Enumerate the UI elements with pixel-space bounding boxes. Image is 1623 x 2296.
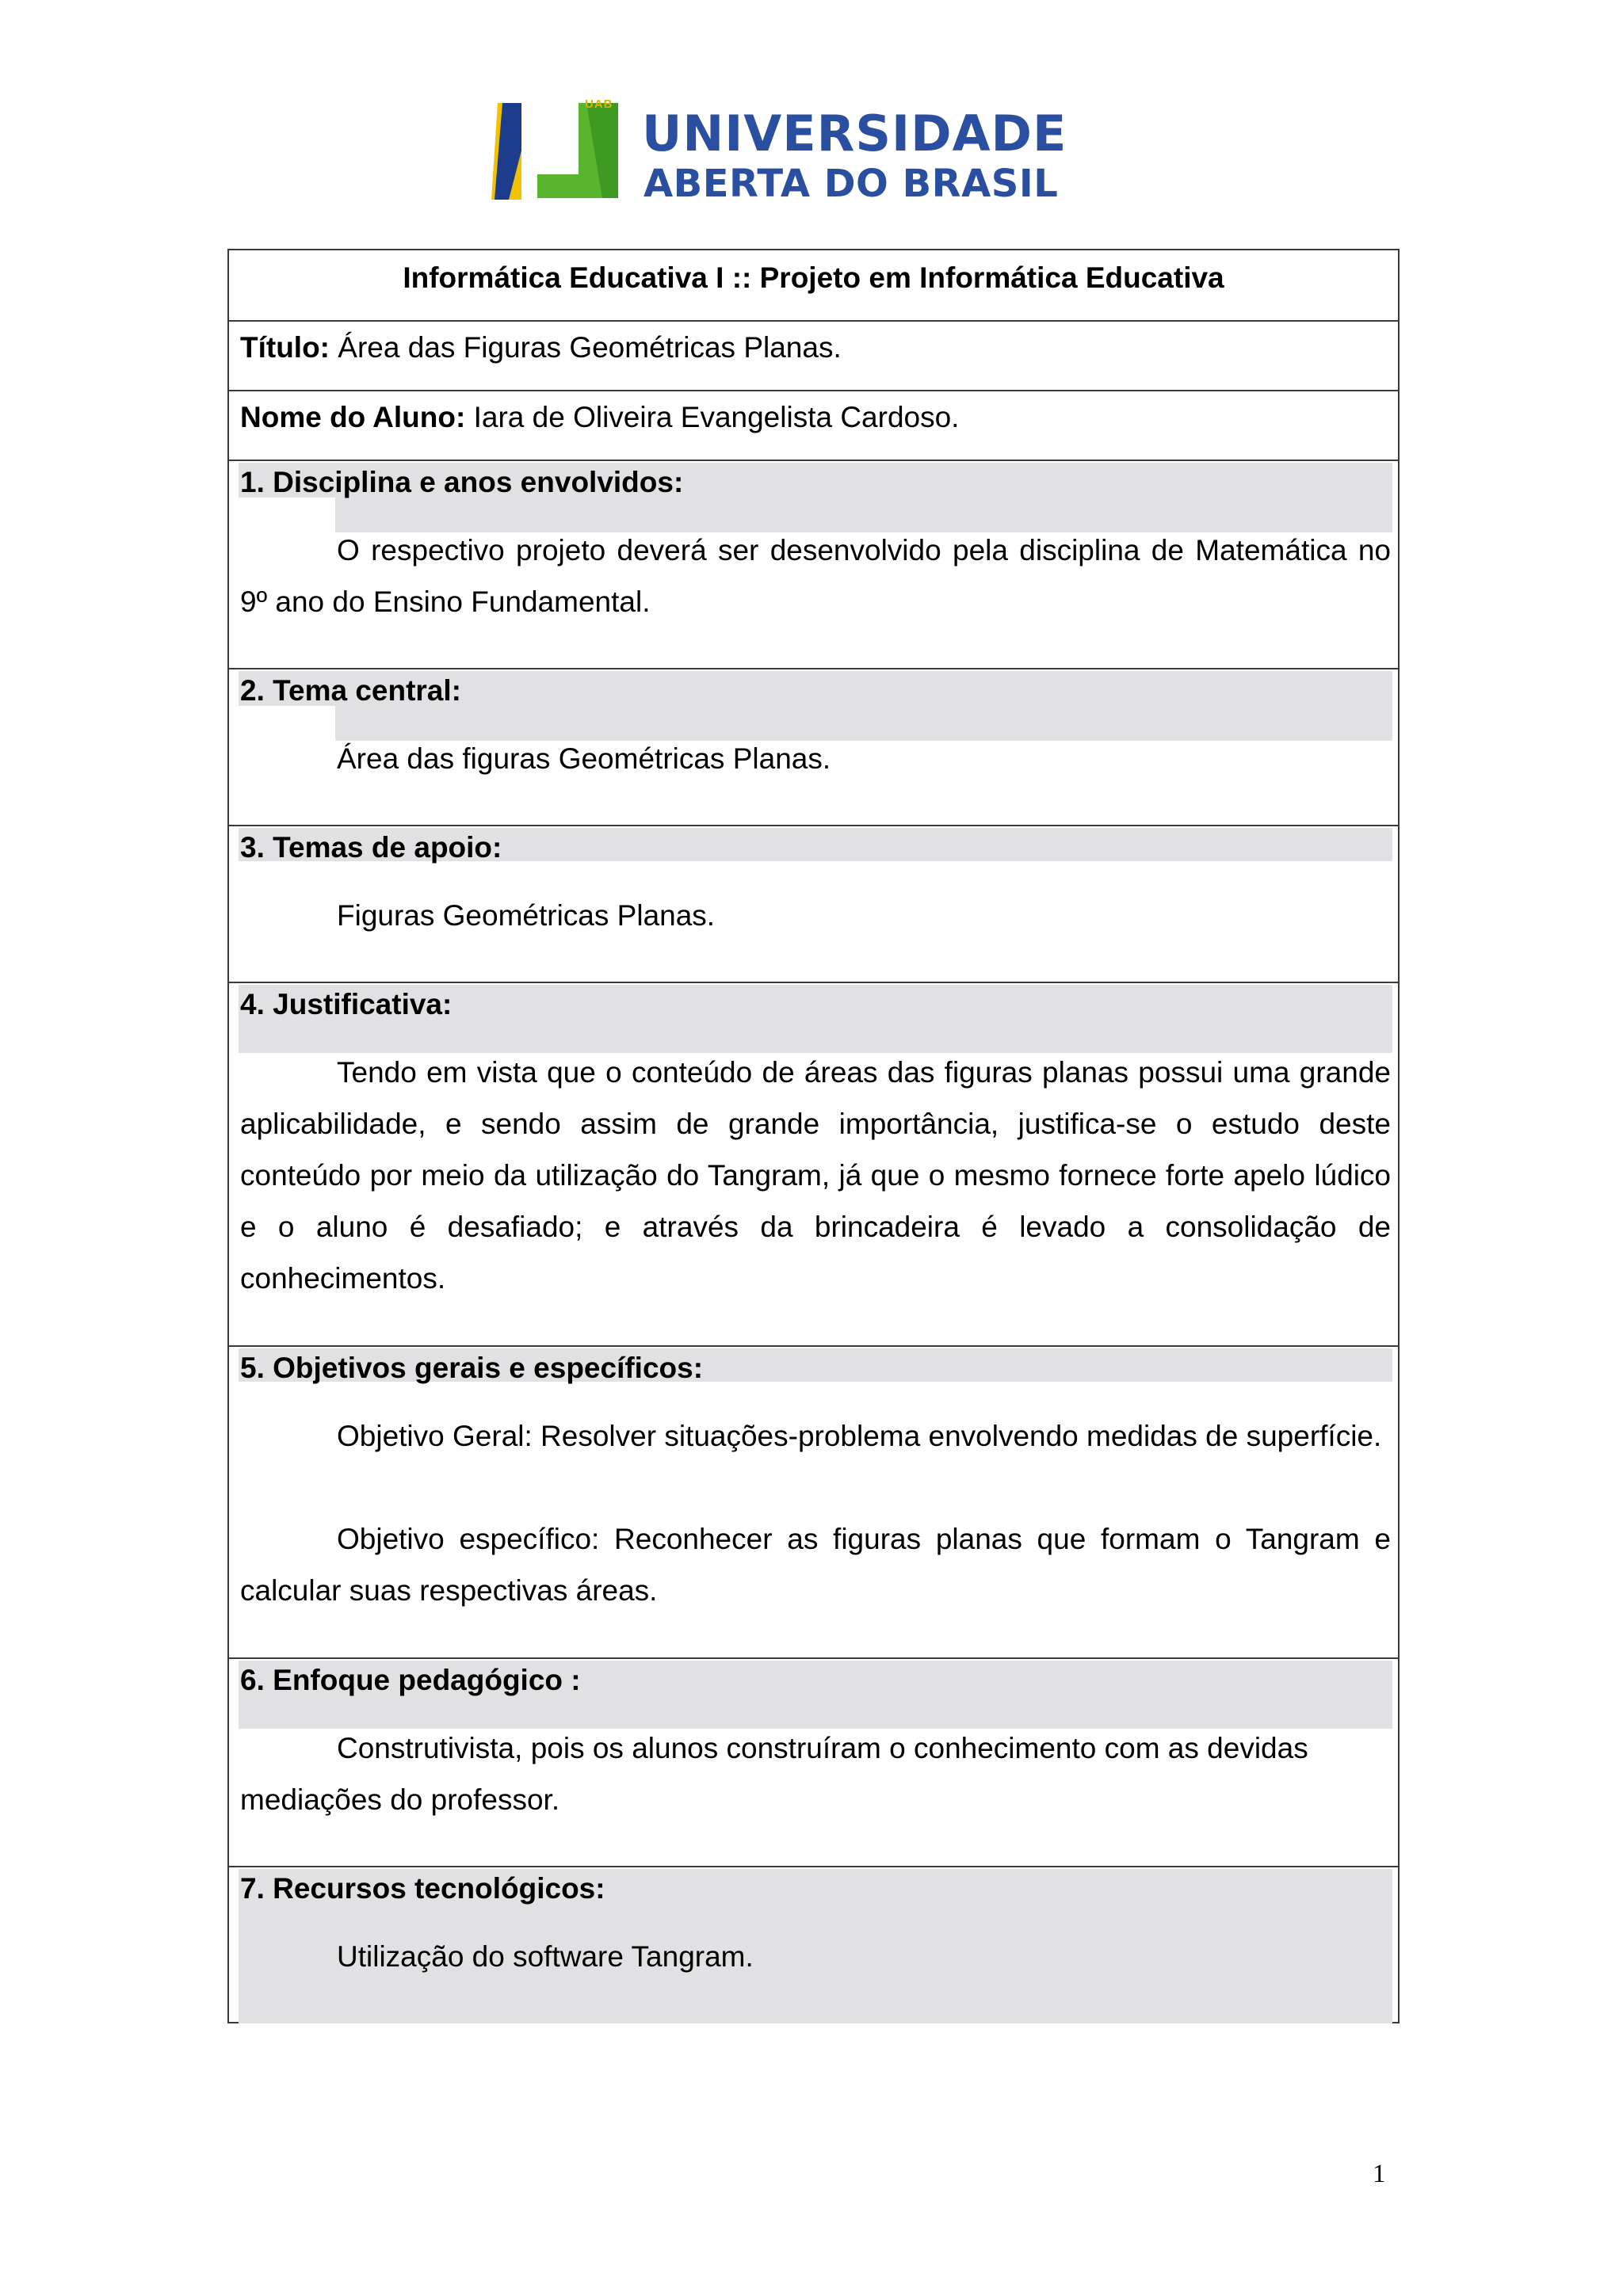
section-objetivos [229, 1345, 1398, 1659]
section-heading: 7. Recursos tecnológicos: [240, 1872, 605, 1905]
section-heading: 6. Enfoque pedagógico : [240, 1664, 581, 1696]
page-number: 1 [1373, 2160, 1386, 2188]
titulo-row [229, 320, 1398, 391]
titulo-value: Área das Figuras Geométricas Planas. [338, 331, 842, 364]
section-heading: 5. Objetivos gerais e específicos: [240, 1352, 704, 1384]
section-body: Tendo em vista que o conteúdo de áreas das figuras planas possui uma grande aplicabilidade, e sendo assim de grande importância, justifica-se o estudo deste conteúdo por meio da utilização do Tangram, já que o mesmo fornece forte apelo lúdico e o aluno é desafiado; e através da brincadeira é levado a consolidação de conhecimentos. [240, 1056, 1391, 1295]
section-body: Área das figuras Geométricas Planas. [337, 742, 831, 775]
section-body: Objetivo Geral: Resolver situações-problema envolvendo medidas de superfície. [337, 1420, 1382, 1452]
section-heading: 2. Tema central: [240, 674, 461, 707]
section-recursos [229, 1866, 1398, 2025]
section-body-2: Objetivo específico: Reconhecer as figuras planas que formam o Tangram e calcular suas respectivas áreas. [240, 1523, 1391, 1607]
section-justificativa [229, 982, 1398, 1347]
aluno-value: Iara de Oliveira Evangelista Cardoso. [473, 401, 960, 433]
section-enfoque [229, 1657, 1398, 1867]
logo-uab-text: UAB [585, 97, 613, 111]
logo-line2: ABERTA DO BRASIL [643, 162, 1059, 206]
titulo-label: Título: [240, 331, 330, 364]
section-heading: 1. Disciplina e anos envolvidos: [240, 466, 684, 498]
section-body: O respectivo projeto deverá ser desenvolvido pela disciplina de Matemática no 9º ano do Ensino Fundamental. [240, 534, 1391, 618]
university-logo [491, 95, 1094, 206]
section-tema-central [229, 668, 1398, 826]
section-body: Utilização do software Tangram. [337, 1940, 754, 1973]
section-body: Figuras Geométricas Planas. [337, 899, 716, 932]
logo-line1: UNIVERSIDADE [642, 105, 1067, 162]
aluno-row [229, 390, 1398, 461]
project-table [227, 249, 1400, 2023]
uab-logo-mark-icon [491, 95, 626, 206]
section-heading: 4. Justificativa: [240, 988, 453, 1020]
section-body: Construtivista, pois os alunos construíram o conhecimento com as devidas mediações do professor. [240, 1732, 1308, 1816]
aluno-label: Nome do Aluno: [240, 401, 466, 433]
table-header-row [229, 250, 1398, 320]
section-temas-apoio [229, 825, 1398, 983]
table-header: Informática Educativa I :: Projeto em Informática Educativa [403, 261, 1224, 294]
section-disciplina [229, 460, 1398, 669]
section-heading: 3. Temas de apoio: [240, 831, 502, 864]
